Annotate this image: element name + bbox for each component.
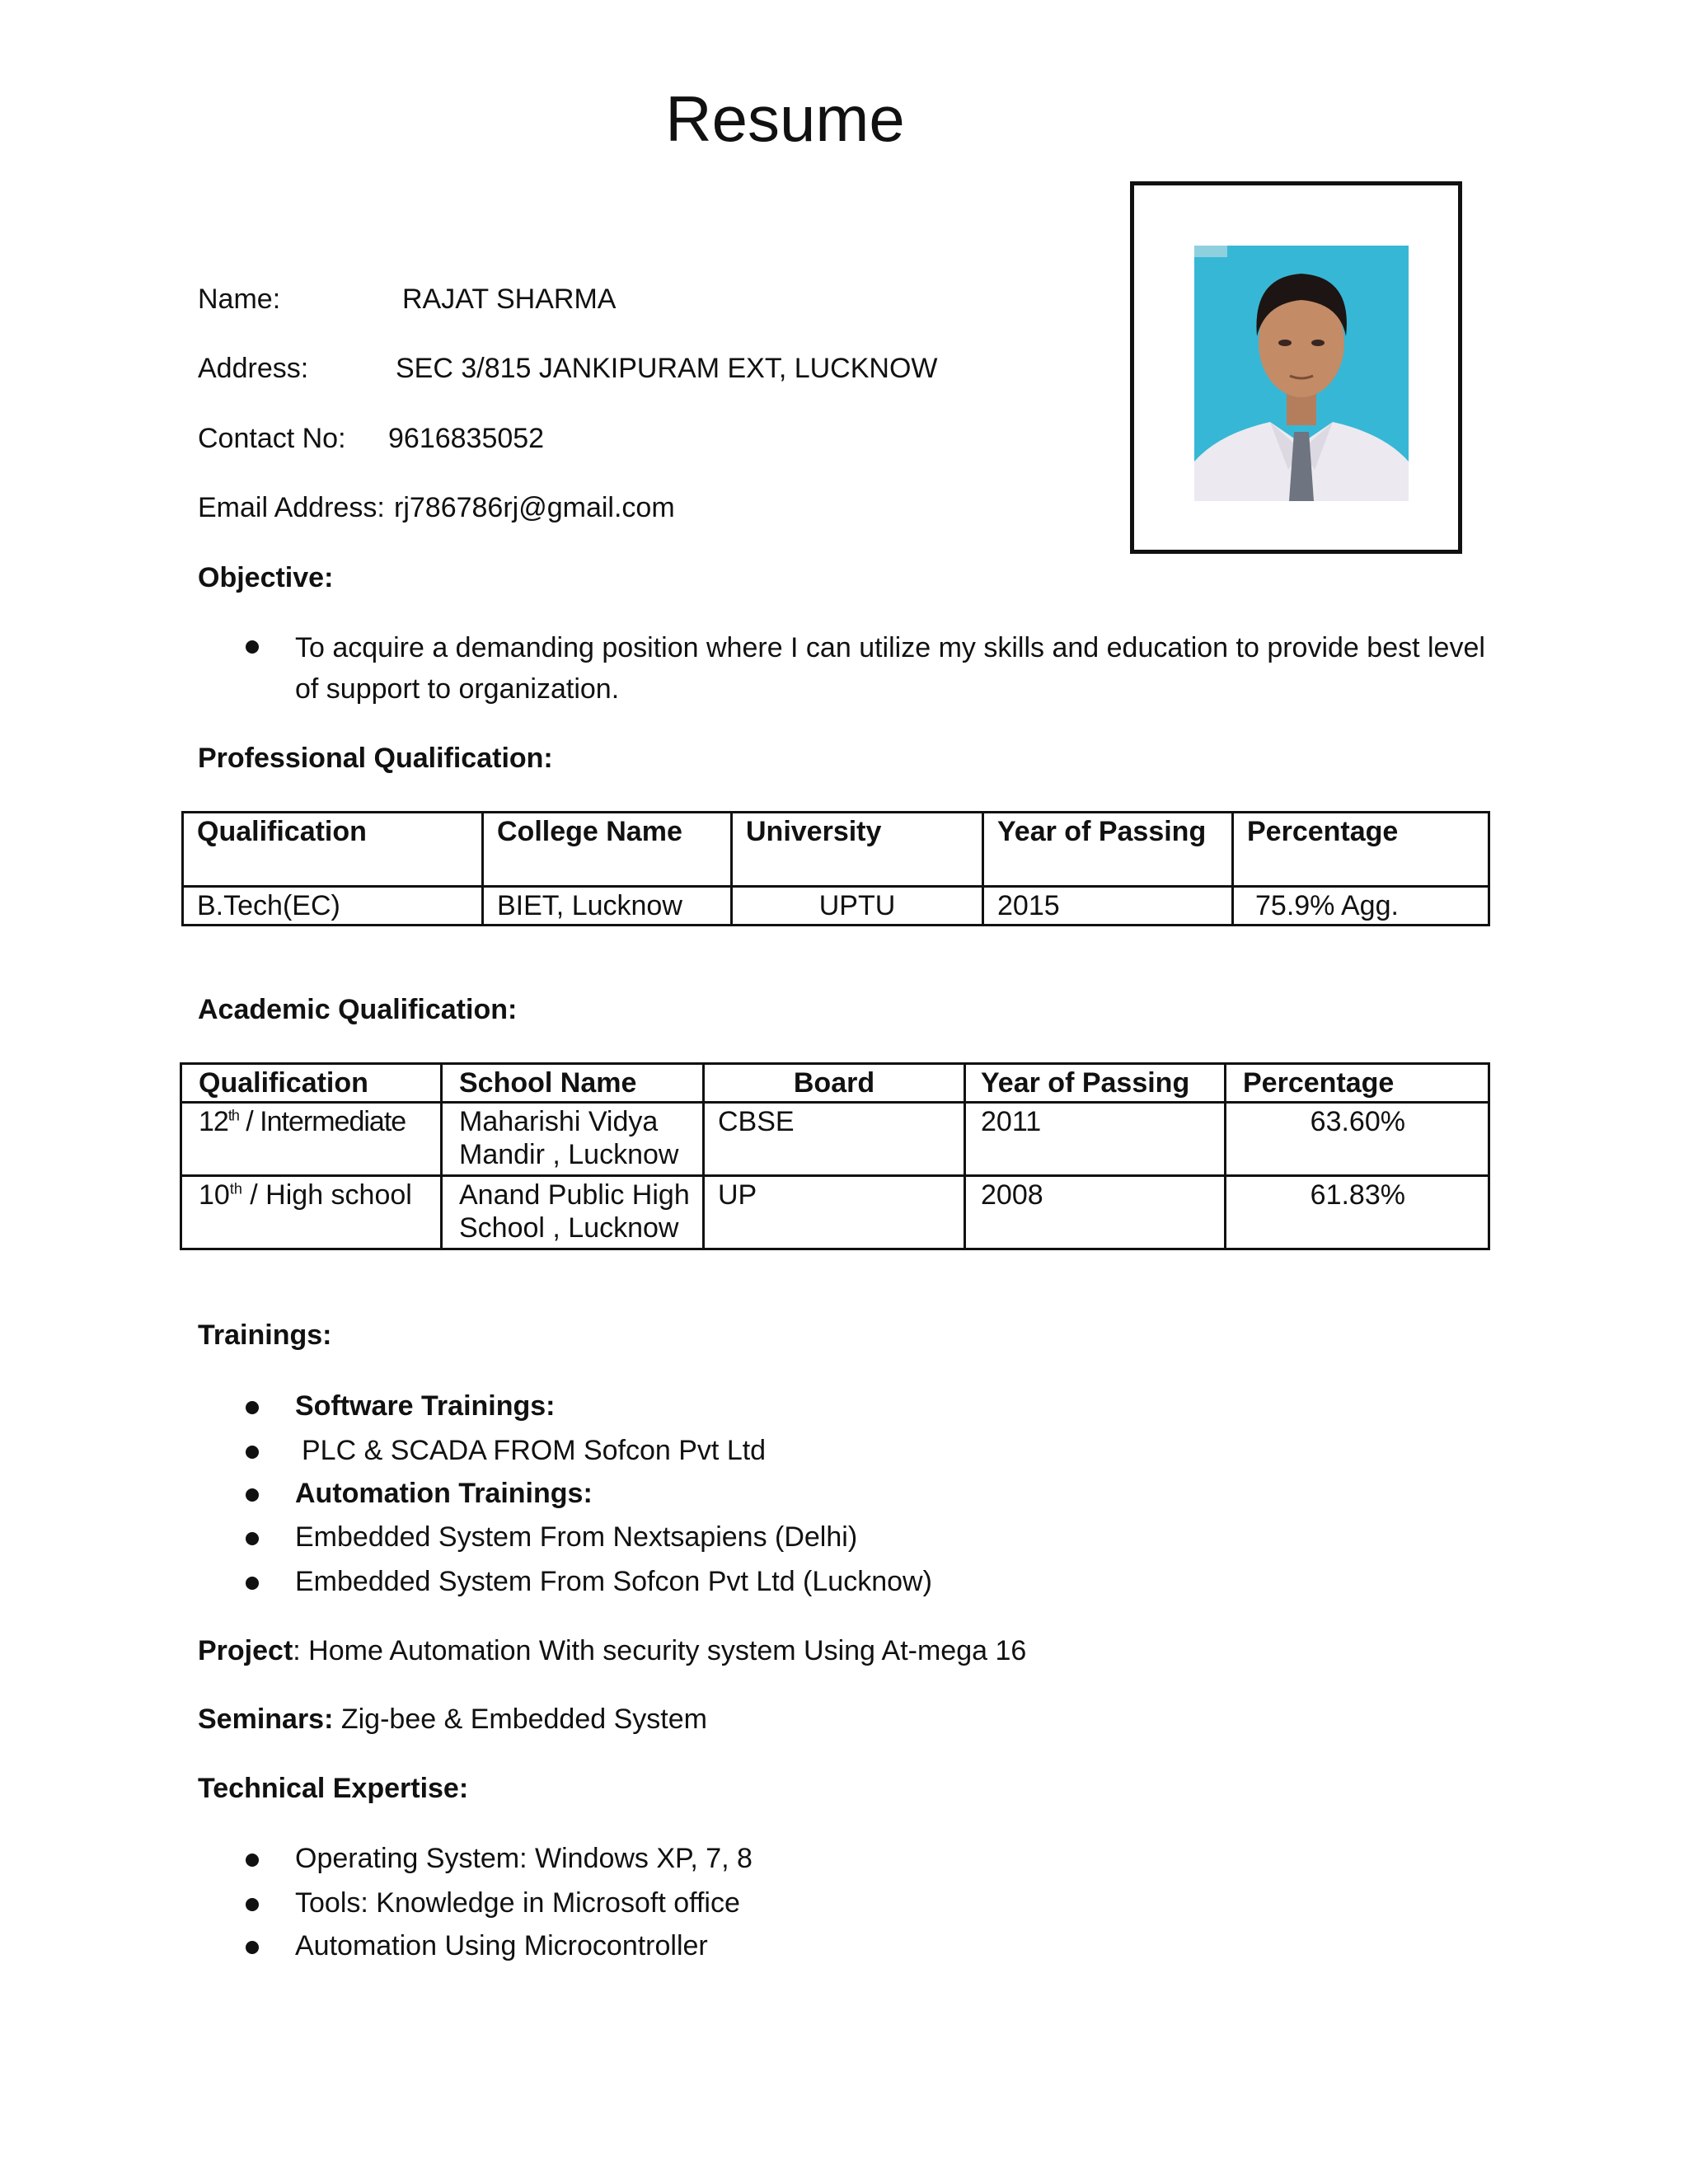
header-cell: Year of Passing [983,813,1233,887]
project-row [198,1634,1026,1667]
table-cell: UPTU [732,887,983,926]
table-cell: B.Tech(EC) [183,887,483,926]
table-cell: 2015 [983,887,1233,926]
grade-label: / Intermediate [238,1106,406,1137]
list-bullet [246,1401,259,1414]
header-cell: Percentage [1233,813,1489,887]
objective-heading: Objective: [198,562,334,593]
professional-heading: Professional Qualification: [198,743,553,774]
table-cell: Anand Public High School , Lucknow [442,1176,704,1249]
grade-suffix: th [229,1180,242,1197]
table-cell: BIET, Lucknow [483,887,732,926]
name-value: RAJAT SHARMA [402,284,617,315]
list-bullet [246,1898,259,1911]
contact-row [198,422,545,455]
table-cell: CBSE [704,1103,965,1176]
table-row [181,1103,1489,1176]
table-row [183,887,1489,926]
grade-number: 10 [199,1179,230,1211]
project-text: : Home Automation With security system Using At-mega 16 [293,1635,1027,1666]
objective-line-1: To acquire a demanding position where I can utilize my skills and education to provide best level [295,632,1485,663]
header-cell: School Name [442,1064,704,1103]
list-item: Automation Trainings: [295,1478,593,1509]
header-cell: University [732,813,983,887]
seminars-row [198,1703,707,1736]
name-row [198,283,617,316]
academic-heading: Academic Qualification: [198,994,518,1025]
page-title: Resume [665,82,905,155]
table-cell: 63.60% [1226,1103,1489,1176]
seminars-label: Seminars: [198,1704,334,1735]
professional-header-row [183,813,1489,887]
objective-bullet [246,640,259,654]
seminars-text: Zig-bee & Embedded System [333,1704,707,1735]
header-cell: College Name [483,813,732,887]
header-cell: Percentage [1226,1064,1489,1103]
profile-photo [1194,246,1409,501]
email-label: Email Address: [198,492,385,523]
list-item: Embedded System From Nextsapiens (Delhi) [295,1521,858,1553]
professional-table [181,811,1490,926]
list-bullet [246,1941,259,1954]
list-bullet [246,1532,259,1545]
table-cell: 2008 [965,1176,1226,1249]
table-cell: 2011 [965,1103,1226,1176]
table-cell: Maharishi Vidya Mandir , Lucknow [442,1103,704,1176]
list-bullet [246,1488,259,1502]
list-item: Automation Using Microcontroller [295,1930,708,1961]
contact-label: Contact No: [198,423,346,454]
address-label: Address: [198,353,309,384]
table-cell: 61.83% [1226,1176,1489,1249]
name-label: Name: [198,284,281,315]
objective-text [295,627,1485,710]
list-item: Operating System: Windows XP, 7, 8 [295,1843,753,1874]
address-row [198,352,938,385]
grade-label: / High school [241,1179,412,1211]
grade-suffix: th [227,1107,239,1124]
table-cell: 75.9% Agg. [1233,887,1489,926]
list-item: PLC & SCADA FROM Sofcon Pvt Ltd [302,1435,767,1466]
objective-line-2: of support to organization. [295,673,620,705]
academic-table [180,1062,1490,1250]
header-cell: Qualification [181,1064,442,1103]
photo-frame [1130,181,1462,554]
list-bullet [246,1854,259,1867]
header-cell: Board [704,1064,965,1103]
table-cell [181,1176,442,1249]
contact-value: 9616835052 [388,423,545,454]
list-bullet [246,1577,259,1590]
table-row [181,1176,1489,1249]
table-cell: UP [704,1176,965,1249]
email-value: rj786786rj@gmail.com [394,492,675,523]
list-item: Tools: Knowledge in Microsoft office [295,1887,740,1919]
table-cell [181,1103,442,1176]
grade-number: 12 [199,1106,228,1137]
list-item: Software Trainings: [295,1390,556,1422]
header-cell: Year of Passing [965,1064,1226,1103]
header-cell: Qualification [183,813,483,887]
project-label: Project [198,1635,293,1666]
list-bullet [246,1446,259,1459]
technical-heading: Technical Expertise: [198,1773,469,1804]
academic-header-row [181,1064,1489,1103]
address-value: SEC 3/815 JANKIPURAM EXT, LUCKNOW [396,353,938,384]
list-item: Embedded System From Sofcon Pvt Ltd (Lucknow) [295,1566,932,1597]
trainings-heading: Trainings: [198,1319,332,1351]
email-row [198,491,675,524]
